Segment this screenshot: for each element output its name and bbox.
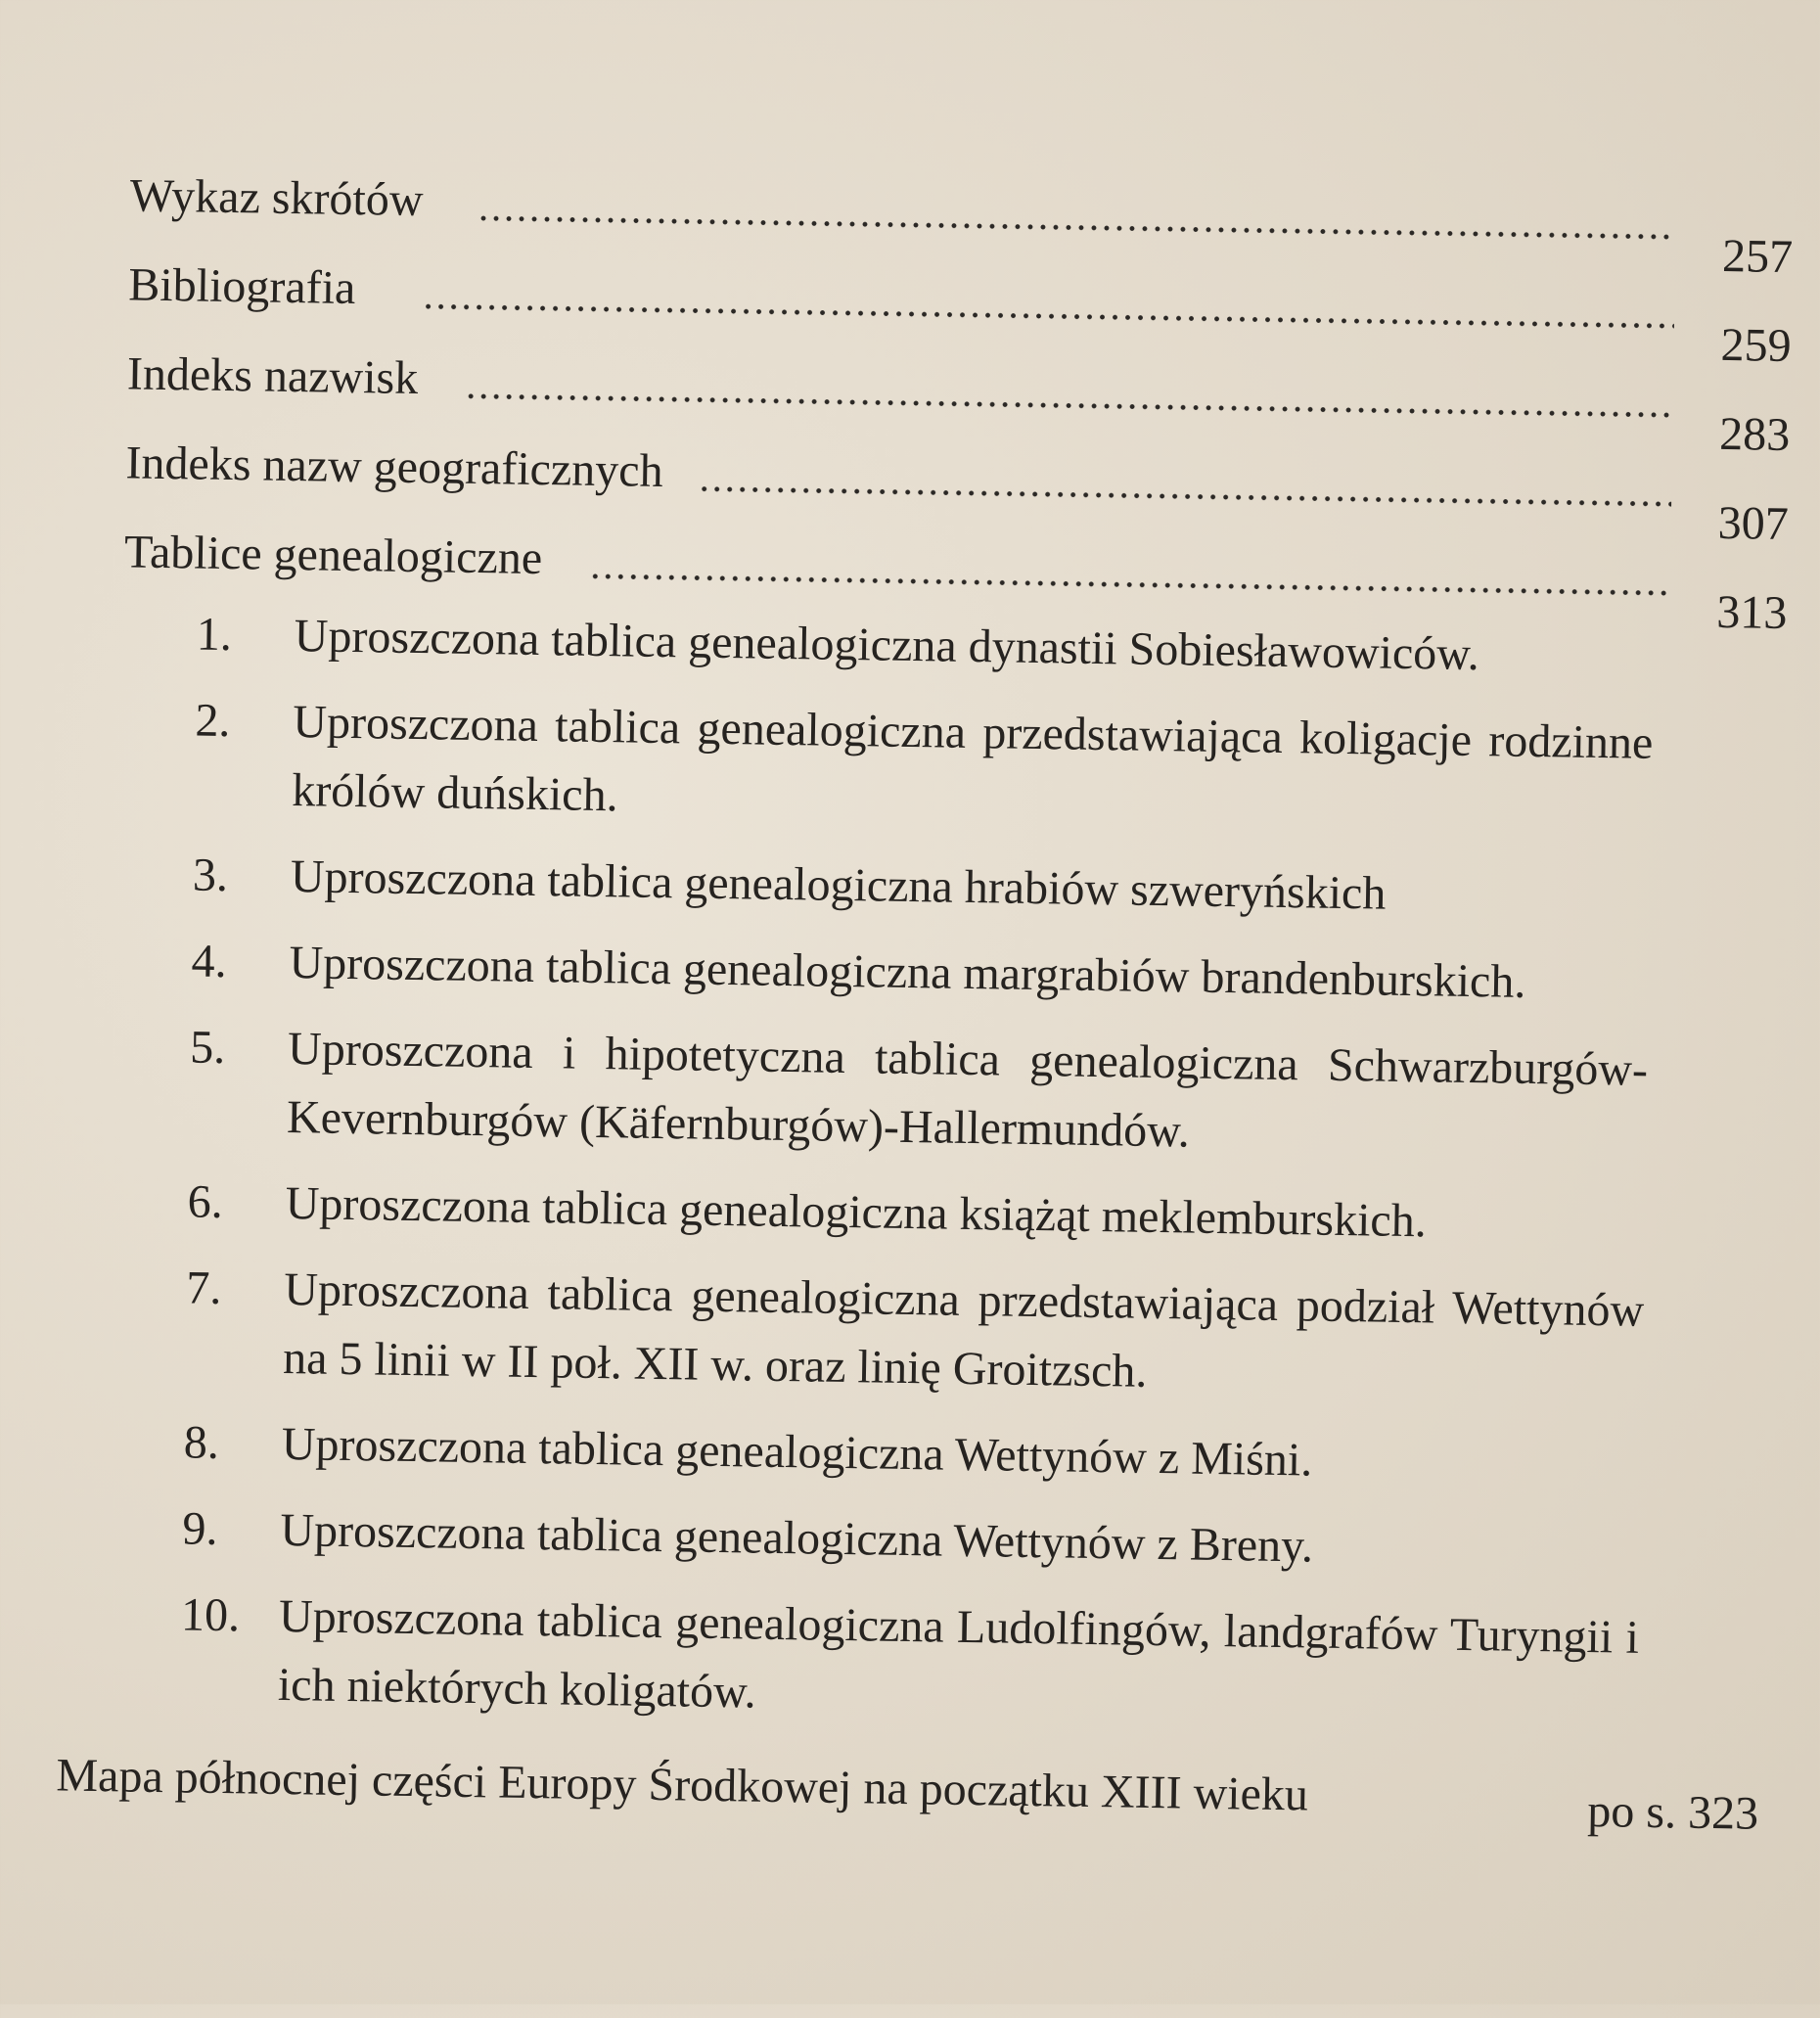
list-item-text: Uproszczona tablica genealogiczna Wettynów z Miśni. — [281, 1417, 1313, 1487]
list-item — [179, 1581, 1639, 1740]
toc-entry-label: Indeks nazw geograficznych — [125, 436, 663, 497]
list-item-text: Uproszczona tablica genealogiczna hrabiów szweryńskich — [290, 850, 1387, 920]
dot-leader — [477, 215, 1675, 240]
list-item — [194, 686, 1654, 846]
list-item-number: 1. — [196, 608, 233, 662]
toc-entry-page: 259 — [1720, 318, 1793, 373]
list-item — [182, 1494, 1641, 1585]
list-item-text: Uproszczona tablica genealogiczna margrabiów brandenburskich. — [289, 937, 1526, 1008]
list-item-number: 9. — [182, 1502, 218, 1555]
list-item-text: Uproszczona tablica genealogiczna Ludolfingów, landgrafów Turyngii i ich niektórych koligatów. — [277, 1589, 1640, 1719]
list-item — [183, 1408, 1642, 1499]
list-item — [187, 1168, 1646, 1259]
toc-entry-page: 257 — [1721, 229, 1794, 284]
list-item-text: Uproszczona tablica genealogiczna przedstawiająca koligacje rodzinne królów duńskich. — [291, 696, 1654, 822]
list-item — [189, 1013, 1649, 1172]
list-item-number: 3. — [192, 848, 229, 902]
list-item-number: 5. — [189, 1021, 226, 1075]
toc-entry-page: 283 — [1718, 407, 1791, 462]
list-item — [191, 927, 1650, 1018]
dot-leader — [589, 573, 1670, 596]
dot-leader — [698, 486, 1671, 508]
list-item-number: 2. — [195, 694, 231, 748]
list-item — [192, 841, 1651, 932]
list-item-number: 8. — [183, 1416, 220, 1469]
list-item-text: Uproszczona tablica genealogiczna przedstawiająca podział Wettynów na 5 linii w II poł. XII w. oraz linię Groitzsch. — [282, 1262, 1645, 1398]
list-item-text: Uproszczona i hipotetyczna tablica genealogiczna Schwarzburgów-Kevernburgów (Käfernburgów)-Hallermundów. — [286, 1023, 1649, 1158]
toc-entry-label: Mapa północnej części Europy Środkowej na początku XIII wieku — [56, 1749, 1309, 1821]
toc-entry-label: Bibliografia — [128, 258, 356, 315]
list-item-number: 6. — [187, 1175, 224, 1228]
list-item-text: Uproszczona tablica genealogiczna Wettynów z Breny. — [280, 1503, 1314, 1573]
dot-leader — [465, 393, 1673, 418]
list-item-text: Uproszczona tablica genealogiczna dynastii Sobiesławowiców. — [294, 610, 1480, 681]
list-item — [185, 1254, 1645, 1413]
list-item-number: 4. — [191, 935, 227, 988]
list-item-number: 10. — [180, 1588, 241, 1642]
list-item-text: Uproszczona tablica genealogiczna książąt meklemburskich. — [285, 1177, 1428, 1248]
toc-entry-label: Wykaz skrótów — [129, 169, 424, 227]
toc-entry-page: 313 — [1715, 585, 1788, 640]
toc-entry-label: Tablice genealogiczne — [123, 526, 543, 585]
toc-entry-page: po s. 323 — [1586, 1784, 1759, 1840]
list-item-number: 7. — [185, 1261, 222, 1314]
toc-entry-label: Indeks nazwisk — [126, 347, 419, 405]
dot-leader — [422, 303, 1674, 329]
toc-entry-page: 307 — [1717, 496, 1790, 551]
genealogical-tables-list — [179, 601, 1655, 1759]
